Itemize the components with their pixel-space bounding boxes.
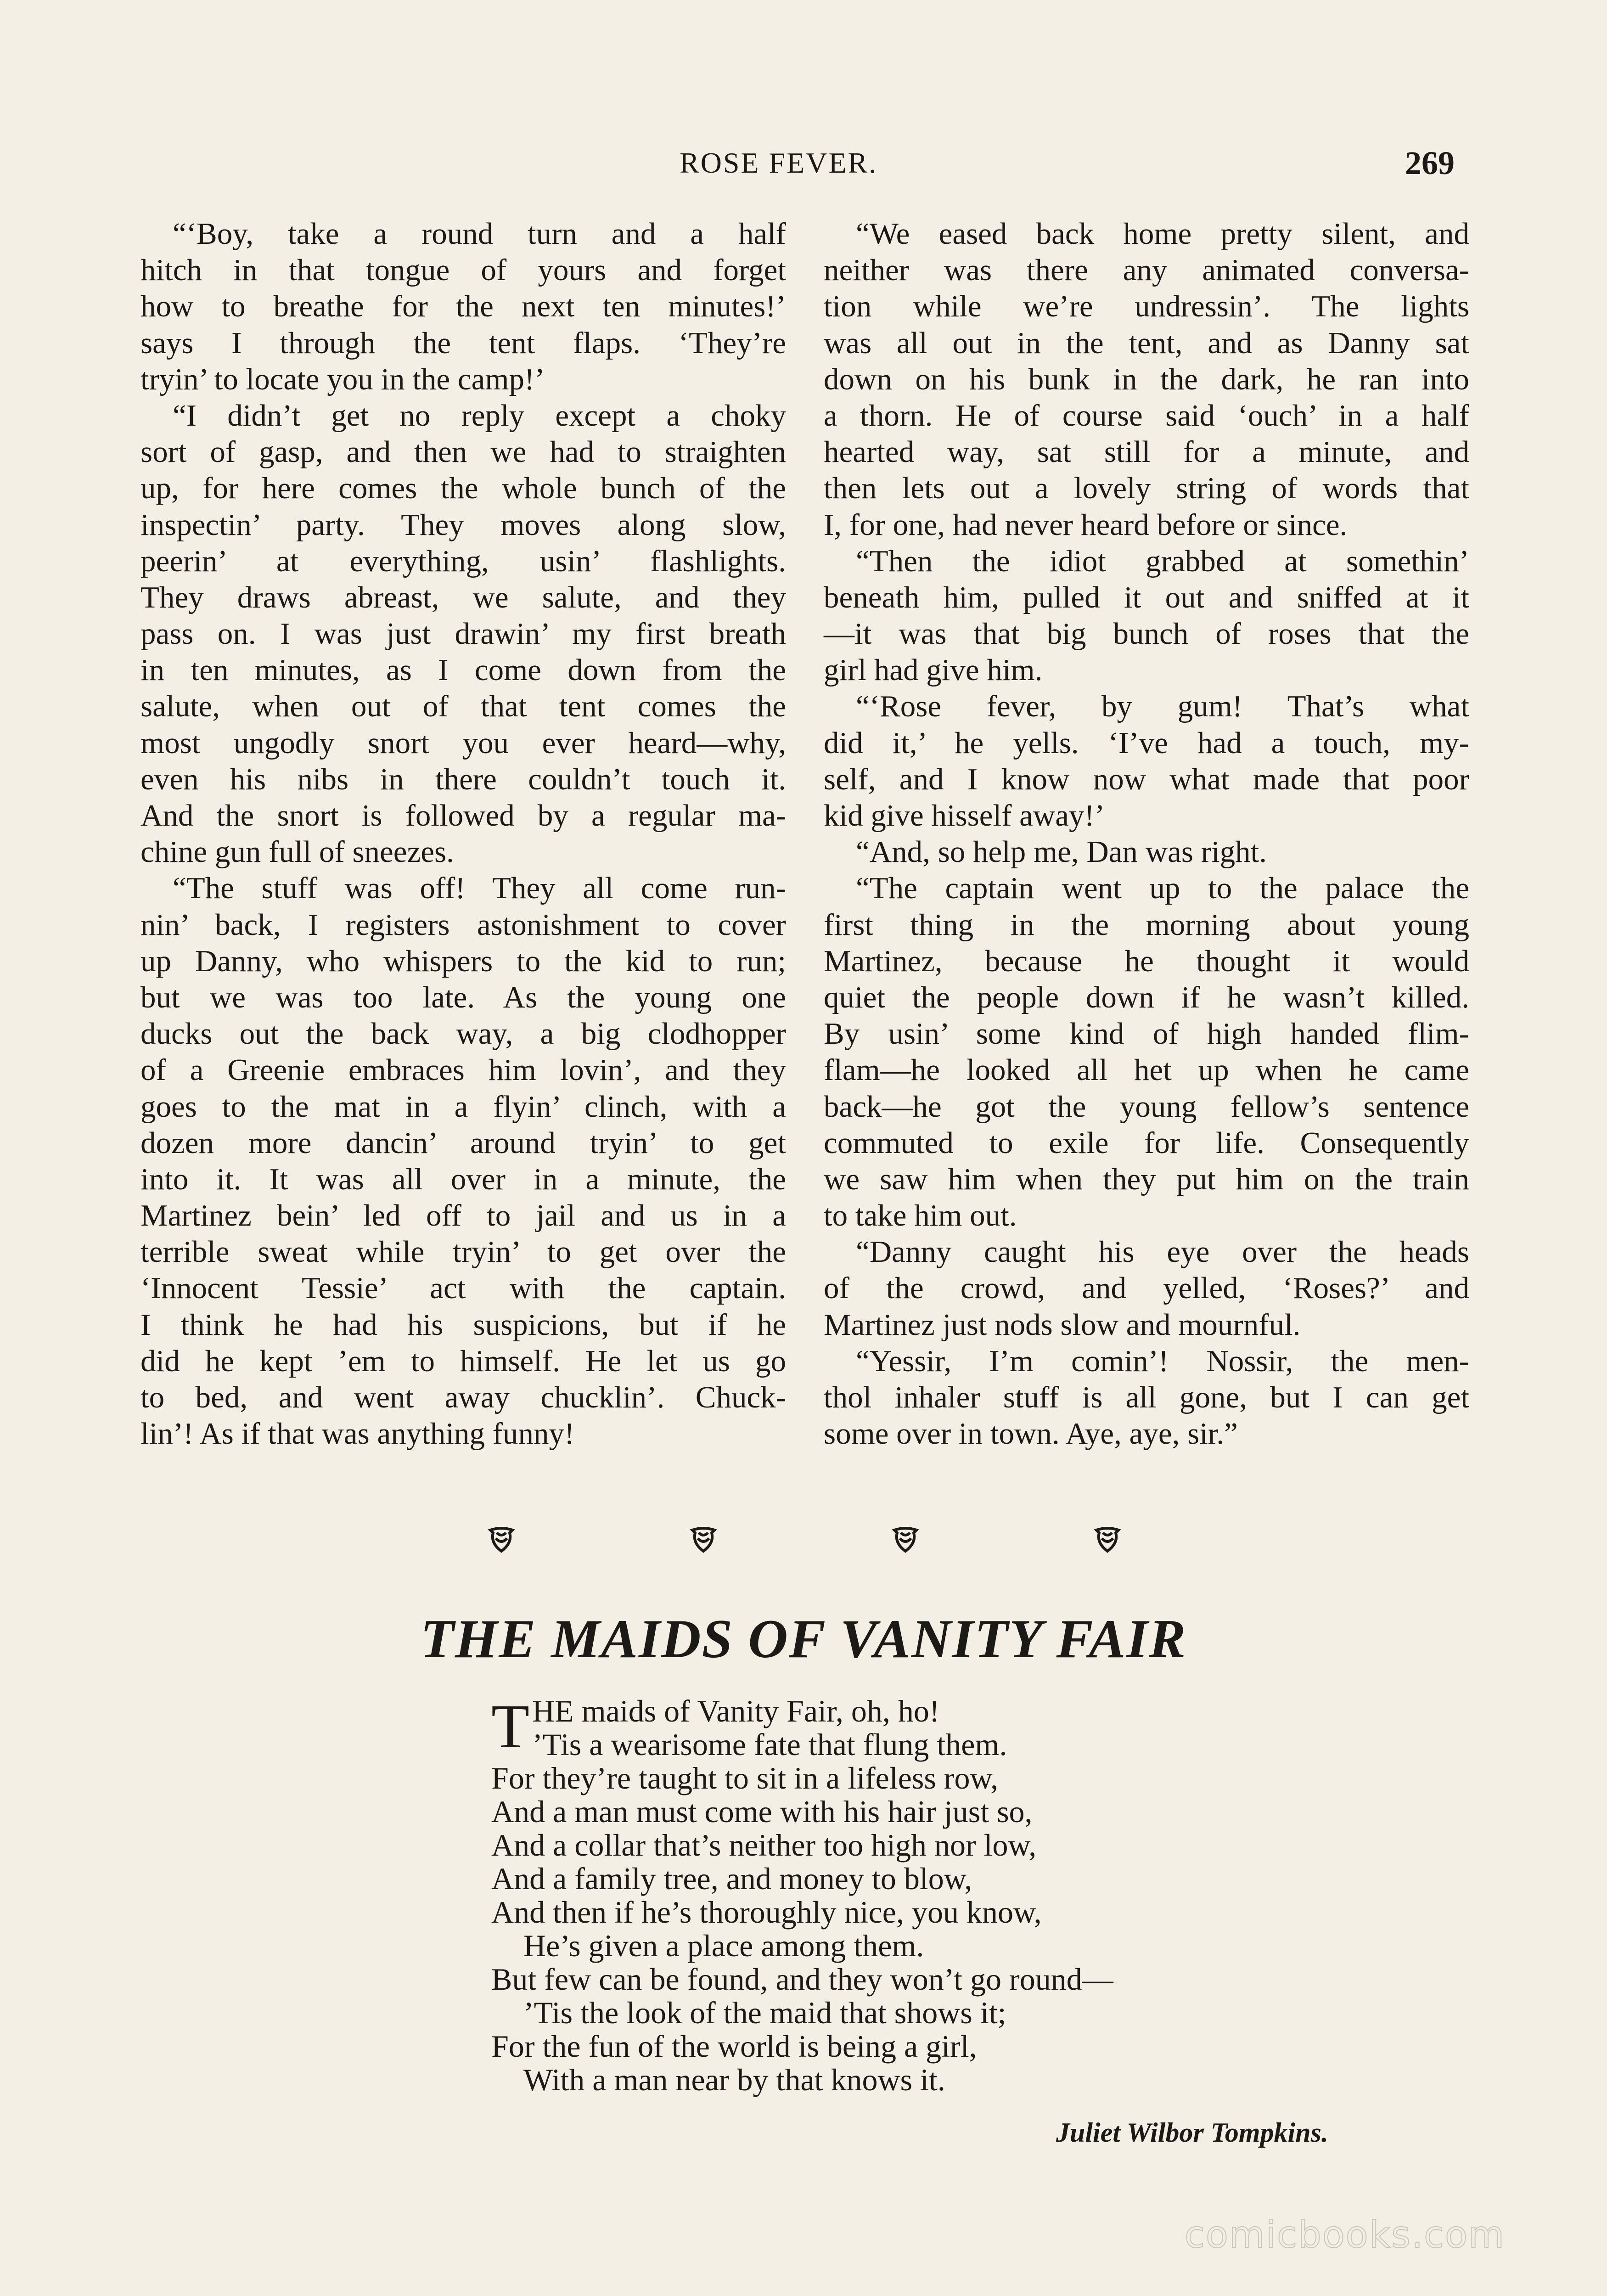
text-line: They draws abreast, we salute, and they	[140, 580, 786, 614]
poem-body	[491, 1694, 1364, 2097]
text-line: was all out in the tent, and as Danny sat	[824, 326, 1469, 360]
text-line: neither was there any animated conversa-	[824, 253, 1469, 287]
poem-line: For they’re taught to sit in a lifeless row,	[491, 1761, 999, 1795]
text-line: of the crowd, and yelled, ‘Roses?’ and	[824, 1271, 1469, 1306]
poem-line: And a collar that’s neither too high nor low,	[491, 1828, 1037, 1863]
text-line: And the snort is followed by a regular ma-	[140, 799, 786, 833]
right-column	[824, 216, 1469, 1452]
text-line: thol inhaler stuff is all gone, but I can get	[824, 1380, 1469, 1414]
text-line: quiet the people down if he wasn’t killed.	[824, 980, 1469, 1014]
text-line: nin’ back, I registers astonishment to cover	[140, 907, 786, 942]
text-line: hitch in that tongue of yours and forget	[140, 253, 786, 287]
text-line: did he kept ’em to himself. He let us go	[140, 1344, 786, 1378]
text-line: up, for here comes the whole bunch of the	[140, 471, 786, 506]
text-line: then lets out a lovely string of words that	[824, 471, 1469, 506]
poem-line: And a man must come with his hair just so,	[491, 1794, 1033, 1829]
poem-line: HE maids of Vanity Fair, oh, ho!	[532, 1694, 940, 1728]
poem-line: With a man near by that knows it.	[523, 2062, 945, 2097]
rose-ornament-icon	[487, 1525, 516, 1554]
text-line: some over in town. Aye, aye, sir.”	[824, 1417, 1238, 1451]
poem-line: But few can be found, and they won’t go round—	[491, 1962, 1113, 1997]
poem-line: And then if he’s thoroughly nice, you know,	[491, 1895, 1042, 1930]
poem-line: For the fun of the world is being a girl,	[491, 2029, 977, 2064]
text-line: even his nibs in there couldn’t touch it.	[140, 762, 786, 796]
text-line: to bed, and went away chucklin’. Chuck-	[140, 1380, 786, 1414]
text-line: “‘Boy, take a round turn and a half	[173, 217, 786, 251]
text-line: I, for one, had never heard before or since.	[824, 507, 1348, 542]
text-line: “The captain went up to the palace the	[856, 871, 1469, 906]
text-line: first thing in the morning about young	[824, 907, 1469, 942]
poem-line: And a family tree, and money to blow,	[491, 1861, 972, 1896]
text-line: we saw him when they put him on the train	[824, 1162, 1469, 1196]
text-line: tion while we’re undressin’. The lights	[824, 289, 1469, 324]
text-line: says I through the tent flaps. ‘They’re	[140, 326, 786, 360]
text-line: up Danny, who whispers to the kid to run;	[140, 944, 786, 978]
poem-title: THE MAIDS OF VANITY FAIR	[420, 1608, 1187, 1669]
text-line: down on his bunk in the dark, he ran into	[824, 362, 1469, 396]
text-line: “Yessir, I’m comin’! Nossir, the men-	[856, 1344, 1469, 1378]
text-line: “We eased back home pretty silent, and	[856, 217, 1469, 251]
text-line: “The stuff was off! They all come run-	[173, 871, 786, 906]
text-line: back—he got the young fellow’s sentence	[824, 1089, 1469, 1124]
running-header: ROSE FEVER.	[680, 146, 878, 179]
text-line: self, and I know now what made that poor	[824, 762, 1469, 796]
left-column	[140, 216, 786, 1452]
rose-ornament-icon	[891, 1525, 920, 1554]
text-line: goes to the mat in a flyin’ clinch, with a	[140, 1089, 786, 1124]
text-line: “And, so help me, Dan was right.	[856, 835, 1267, 869]
section-divider	[0, 1525, 1607, 1561]
text-line: Martinez just nods slow and mournful.	[824, 1307, 1301, 1342]
text-line: to take him out.	[824, 1199, 1017, 1233]
text-line: inspectin’ party. They moves along slow,	[140, 507, 786, 542]
text-line: how to breathe for the next ten minutes!’	[140, 289, 786, 324]
text-line: sort of gasp, and then we had to straighten	[140, 435, 786, 469]
page-number: 269	[1405, 145, 1455, 181]
text-line: of a Greenie embraces him lovin’, and they	[140, 1053, 786, 1087]
text-line: ‘Innocent Tessie’ act with the captain.	[140, 1271, 786, 1306]
text-line: “Then the idiot grabbed at somethin’	[856, 544, 1469, 578]
text-line: “I didn’t get no reply except a choky	[173, 398, 786, 433]
text-line: peerin’ at everything, usin’ flashlights.	[140, 544, 786, 578]
text-line: but we was too late. As the young one	[140, 980, 786, 1014]
text-line: tryin’ to locate you in the camp!’	[140, 362, 545, 396]
text-line: a thorn. He of course said ‘ouch’ in a half	[824, 398, 1469, 433]
text-line: “‘Rose fever, by gum! That’s what	[856, 689, 1469, 724]
text-line: girl had give him.	[824, 653, 1043, 687]
text-line: chine gun full of sneezes.	[140, 835, 454, 869]
text-line: kid give hisself away!’	[824, 799, 1105, 833]
poem-line: ’Tis the look of the maid that shows it;	[523, 1995, 1006, 2030]
text-line: most ungodly snort you ever heard—why,	[140, 726, 786, 760]
poem-line: ’Tis a wearisome fate that flung them.	[532, 1727, 1007, 1762]
text-line: —it was that big bunch of roses that the	[824, 617, 1469, 651]
text-line: salute, when out of that tent comes the	[140, 689, 786, 724]
text-line: pass on. I was just drawin’ my first breath	[140, 617, 786, 651]
text-line: By usin’ some kind of high handed flim-	[824, 1017, 1469, 1051]
text-line: lin’! As if that was anything funny!	[140, 1417, 575, 1451]
text-line: Martinez, because he thought it would	[824, 944, 1469, 978]
text-line: Martinez bein’ led off to jail and us in a	[140, 1199, 786, 1233]
text-line: did it,’ he yells. ‘I’ve had a touch, my-	[824, 726, 1469, 760]
author-signature: Juliet Wilbor Tompkins.	[1056, 2117, 1328, 2148]
text-line: hearted way, sat still for a minute, and	[824, 435, 1469, 469]
text-line: dozen more dancin’ around tryin’ to get	[140, 1125, 786, 1160]
drop-cap: T	[491, 1692, 530, 1761]
text-line: “Danny caught his eye over the heads	[856, 1235, 1469, 1269]
text-line: ducks out the back way, a big clodhopper	[140, 1017, 786, 1051]
text-line: beneath him, pulled it out and sniffed at it	[824, 580, 1469, 614]
poem-line: He’s given a place among them.	[523, 1928, 924, 1963]
text-line: in ten minutes, as I come down from the	[140, 653, 786, 687]
text-line: I think he had his suspicions, but if he	[140, 1307, 786, 1342]
rose-ornament-icon	[689, 1525, 718, 1554]
text-line: flam—he looked all het up when he came	[824, 1053, 1469, 1087]
text-line: terrible sweat while tryin’ to get over the	[140, 1235, 786, 1269]
text-line: commuted to exile for life. Consequently	[824, 1125, 1469, 1160]
text-line: into it. It was all over in a minute, the	[140, 1162, 786, 1196]
rose-ornament-icon	[1093, 1525, 1122, 1554]
watermark: comicbooks.com	[1185, 2213, 1506, 2256]
